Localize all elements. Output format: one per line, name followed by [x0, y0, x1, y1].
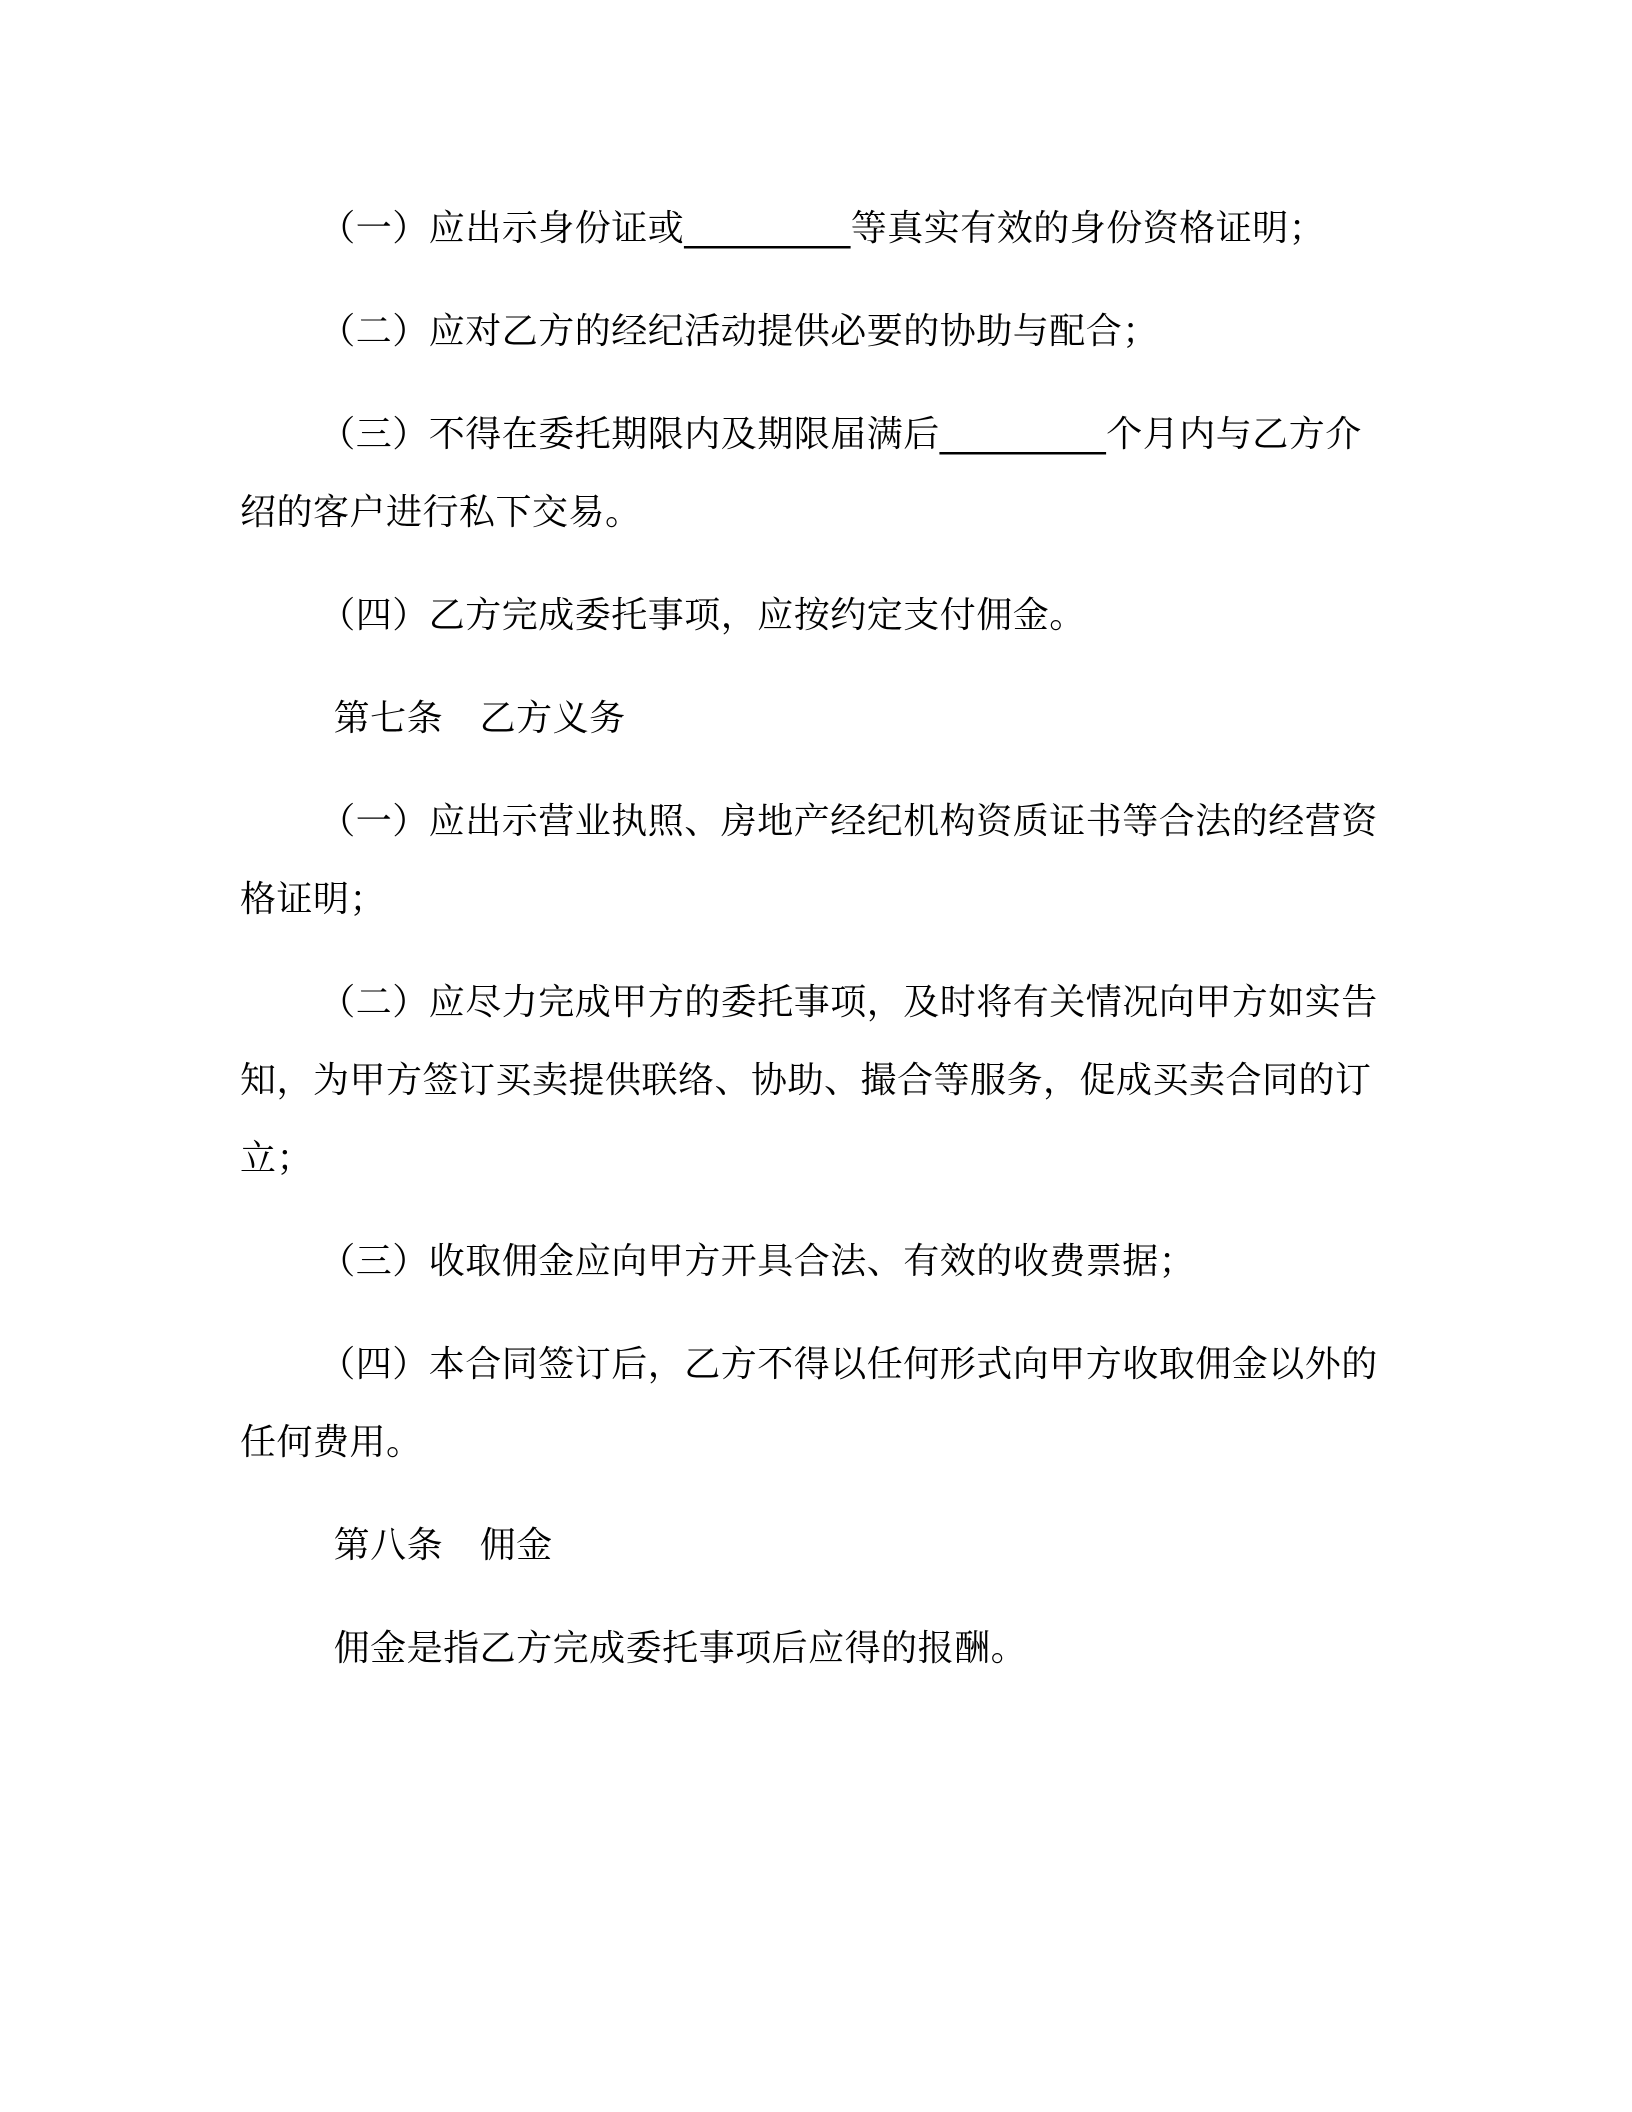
- article6-item-4: （四）乙方完成委托事项，应按约定支付佣金。: [319, 595, 1086, 636]
- article6-item-1: （一）应出示身份证或_________等真实有效的身份资格证明；: [319, 208, 1326, 249]
- article7-item-4: （四）本合同签订后，乙方不得以任何形式向甲方收取佣金以外的任何费用。: [240, 1344, 1378, 1463]
- article7-item-3: （三）收取佣金应向甲方开具合法、有效的收费票据；: [319, 1241, 1196, 1282]
- article7-item-2: （二）应尽力完成甲方的委托事项，及时将有关情况向甲方如实告知，为甲方签订买卖提供联络、协助、撮合等服务，促成买卖合同的订立；: [240, 982, 1378, 1179]
- article8-body: 佣金是指乙方完成委托事项后应得的报酬。: [333, 1628, 1028, 1669]
- article6-item-2: （二）应对乙方的经纪活动提供必要的协助与配合；: [319, 311, 1159, 352]
- article7-item-1: （一）应出示营业执照、房地产经纪机构资质证书等合法的经营资格证明；: [240, 801, 1378, 920]
- article6-item-3: （三）不得在委托期限内及期限届满后_________个月内与乙方介绍的客户进行私下交易。: [240, 414, 1362, 533]
- document-body: [240, 190, 1380, 1688]
- article7-heading: 第七条 乙方义务: [333, 698, 626, 739]
- article8-heading: 第八条 佣金: [333, 1525, 553, 1566]
